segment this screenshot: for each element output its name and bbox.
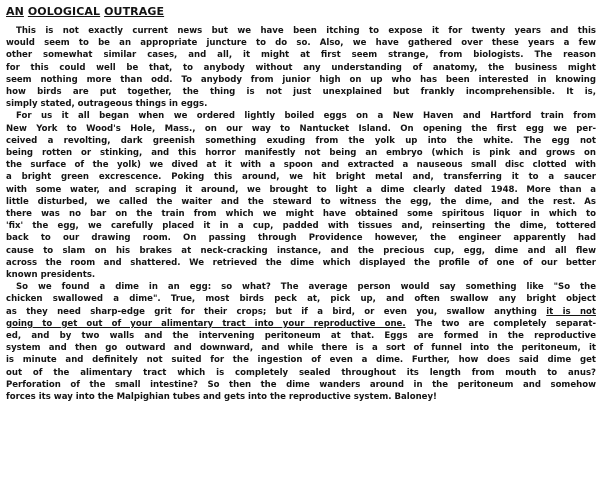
paragraph-line: is minute and definitely not suited for the ingestion of even a dime. Further, how does said dime get	[6, 355, 596, 366]
paragraph-line-mixed	[6, 306, 596, 318]
paragraph-line: for this could well be that, to anybody without any understanding of anatomy, the business might	[6, 62, 596, 73]
article-title	[6, 4, 596, 19]
paragraph-1	[6, 25, 596, 110]
paragraph-line: forces its way into the Malpighian tubes and gets into the reproductive system. Baloney!	[6, 392, 437, 403]
paragraph-line: seem nothing more than odd. To anybody from junior high on up who has been interested in knowing	[6, 74, 596, 85]
paragraph-line: simply stated, outrageous things in eggs.	[6, 99, 208, 110]
paragraph-text: as they need sharp-edge grit for their crops; but if a bird, or even you, swallow anything	[6, 306, 547, 317]
paragraph-line: other somewhat similar cases, and all, it might at first seem strange, from biologists. The reason	[6, 50, 596, 61]
paragraph-line: out of the alimentary tract which is completely sealed throughout its length from mouth to anus?	[6, 367, 596, 378]
paragraph-3	[6, 281, 596, 403]
paragraph-line: So we found a dime in an egg: so what? The average person would say something like "So the	[16, 282, 596, 293]
underlined-text: it is not	[546, 306, 596, 317]
paragraph-line: across the room and shattered. We retrieved the dime which displayed the profile of one of our better	[6, 257, 596, 268]
paragraph-line-mixed	[6, 318, 596, 330]
paragraph-line: cause to slam on his brakes at neck-cracking instance, and the precious cup, egg, dime and all flew	[6, 245, 596, 256]
paragraph-line: This is not exactly current news but we have been itching to expose it for twenty years and this	[16, 26, 596, 36]
paragraph-line: would seem to be an appropriate juncture to do so. Also, we have gathered over these years a few	[6, 38, 596, 49]
paragraph-line: how birds are put together, the thing is not just unexplained but frankly incomprehensible. It is,	[6, 87, 596, 98]
title-word-an: AN	[6, 5, 24, 18]
paragraph-text: The two are completely separat-	[405, 318, 596, 329]
paragraph-line: with some water, and scraping it around, we brought to light a dime clearly dated 1948. More than a	[6, 184, 596, 195]
paragraph-line: being rotten or stinking, and this horror manifestly not being an embryo (which is pink and grows on	[6, 148, 596, 159]
title-word-outrage: OUTRAGE	[104, 5, 165, 18]
title-word-oological: OOLOGICAL	[27, 5, 101, 18]
paragraph-line: ed, and by two walls and the intervening peritoneum at that. Eggs are formed in the reproductive	[6, 331, 596, 342]
paragraph-line: known presidents.	[6, 270, 96, 281]
paragraph-line: For us it all began when we ordered lightly boiled eggs on a New Haven and Hartford train from	[16, 111, 596, 122]
paragraph-2	[6, 110, 596, 281]
paragraph-line: there was no bar on the train from which we might have obtained some spiritous liquor in which to	[6, 209, 596, 220]
paragraph-line: New York to Wood's Hole, Mass., on our way to Nantucket Island. On opening the first egg we per-	[6, 123, 596, 134]
paragraph-line: a bright green excrescence. Poking this around, we hit bright metal and, transferring it to a saucer	[6, 172, 596, 183]
paragraph-line: Perforation of the small intestine? So then the dime wanders around in the peritoneum and somehow	[6, 379, 596, 390]
paragraph-line: chicken swallowed a dime". True, most birds peck at, pick up, and often swallow any bright object	[6, 294, 596, 305]
paragraph-line: 'fix' the egg, we carefully placed it in a cup, padded with tissues and, reinserting the dime, tottered	[6, 221, 596, 232]
paragraph-line: ceived a revolting, dark greenish something exuding from the yolk up into the white. The egg not	[6, 135, 596, 146]
paragraph-line: back to our drawing room. On passing through Providence however, the engineer apparently had	[6, 233, 596, 244]
underlined-text: going to get out of your alimentary tract into your reproductive one.	[6, 318, 406, 329]
paragraph-line: little disturbed, we called the waiter and the steward to witness the egg, the dime, and the rest. As	[6, 196, 596, 207]
paragraph-line: system and then go outward and downward, and while there is a sort of funnel into the peritoneum, it	[6, 343, 596, 354]
article	[6, 4, 596, 403]
paragraph-line: the surface of the yolk) we dived at it with a spoon and extracted a nauseous small disc clotted with	[6, 160, 596, 171]
